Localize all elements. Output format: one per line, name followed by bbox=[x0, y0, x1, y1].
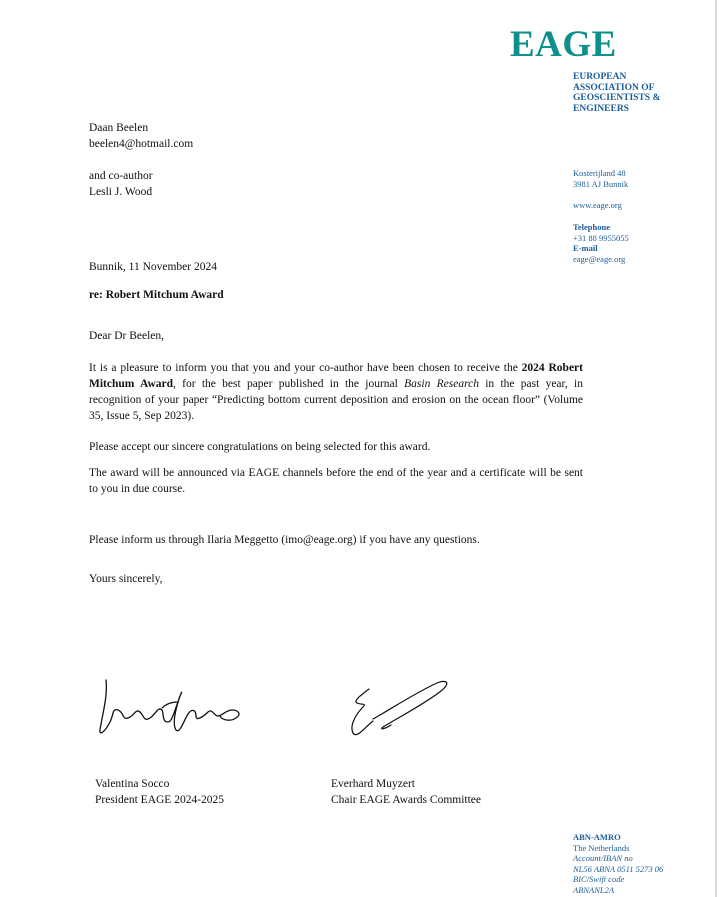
signatory-name: Valentina Socco bbox=[95, 778, 170, 790]
award-name: 2024 Robert Mitchum Award bbox=[89, 362, 583, 390]
email-label: E-mail bbox=[573, 243, 598, 253]
signatory-title: President EAGE 2024-2025 bbox=[95, 794, 225, 806]
place-date: Bunnik, 11 November 2024 bbox=[89, 261, 217, 273]
org-name bbox=[573, 72, 683, 114]
paragraph-announcement: The award will be announced via EAGE channels before the end of the year and a certificate will be sent to you in due course. bbox=[89, 467, 583, 495]
email-value[interactable]: eage@eage.org bbox=[573, 253, 626, 264]
bank-country: The Netherlands bbox=[573, 842, 630, 853]
paragraph-congrats: Please accept our sincere congratulations on being selected for this award. bbox=[89, 441, 431, 453]
address-line: Kosterijland 48 bbox=[573, 168, 626, 178]
coauthor-name: Lesli J. Wood bbox=[89, 186, 153, 198]
iban-value: NL56 ABNA 0511 5273 06 bbox=[573, 863, 664, 874]
signatory-title: Chair EAGE Awards Committee bbox=[331, 794, 482, 806]
iban-label: Account/IBAN no bbox=[573, 853, 633, 863]
text-span: , for the best paper published in the journal bbox=[173, 378, 405, 390]
coauthor-block bbox=[89, 168, 153, 200]
signatory-socco bbox=[95, 776, 224, 808]
bank-block bbox=[573, 832, 663, 895]
paragraph-contact: Please inform us through Ilaria Meggetto (imo@eage.org) if you have any questions. bbox=[89, 534, 480, 546]
website-link[interactable]: www.eage.org bbox=[573, 200, 622, 210]
org-name-line: ENGINEERS bbox=[573, 103, 629, 114]
paragraph-award bbox=[89, 360, 583, 424]
bic-label: BIC/Swift code bbox=[573, 874, 625, 884]
telephone-value: +31 88 9955055 bbox=[573, 232, 629, 243]
org-name-line: EUROPEAN bbox=[573, 72, 627, 82]
bank-name: ABN-AMRO bbox=[573, 832, 621, 842]
journal-name: Basin Research bbox=[404, 378, 479, 390]
address-line: 3981 AJ Bunnik bbox=[573, 178, 629, 189]
closing: Yours sincerely, bbox=[89, 573, 163, 585]
signature-socco bbox=[92, 672, 250, 740]
bic-value: ABNANL2A bbox=[573, 884, 615, 895]
recipient-email[interactable]: beelen4@hotmail.com bbox=[89, 138, 194, 150]
org-name-line: GEOSCIENTISTS & bbox=[573, 93, 661, 103]
signatory-name: Everhard Muyzert bbox=[331, 778, 415, 790]
text-span: It is a pleasure to inform you that you and your co-author have been chosen to receive the bbox=[89, 362, 522, 374]
coauthor-intro: and co-author bbox=[89, 170, 153, 182]
subject-line: re: Robert Mitchum Award bbox=[89, 289, 224, 301]
telephone-label: Telephone bbox=[573, 222, 611, 232]
recipient-name: Daan Beelen bbox=[89, 122, 149, 134]
contact-block bbox=[573, 222, 629, 264]
org-name-line: ASSOCIATION OF bbox=[573, 82, 655, 93]
text-span: in the past year, in recognition of your paper “Predicting bottom current deposition and erosion on the ocean floor” (Volume 35, Issue 5, Sep 2023). bbox=[89, 378, 583, 422]
address-block bbox=[573, 168, 628, 189]
signatory-muyzert bbox=[331, 776, 481, 808]
eage-logo: EAGE bbox=[510, 24, 617, 65]
signature-muyzert bbox=[343, 675, 455, 741]
recipient-block bbox=[89, 120, 193, 152]
salutation: Dear Dr Beelen, bbox=[89, 330, 165, 342]
